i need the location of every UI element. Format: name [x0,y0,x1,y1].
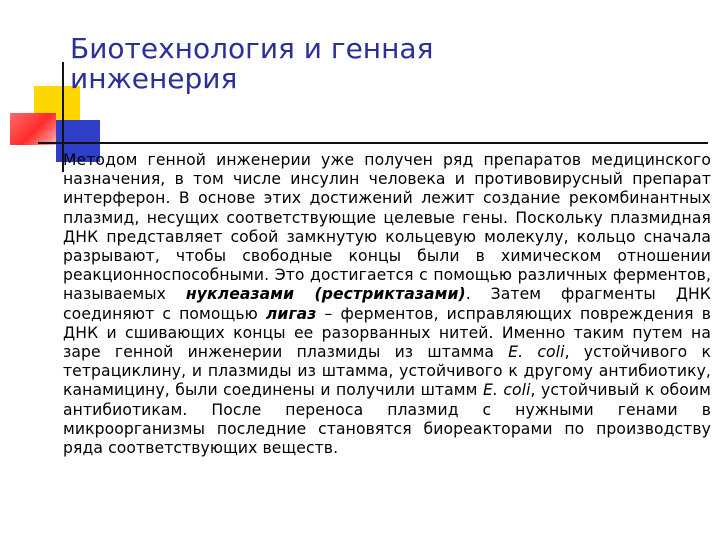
slide-title-line-2: инженерия [70,62,238,95]
body-text-part-3: – ферментов, исправляющих повреждения в ДНК и сшивающих концы ее разорванных нитей. Именно таким путем на заре генной инженерии плазмиды из штамма [63,304,711,362]
decor-horizontal-line [38,142,708,144]
slide-title [70,34,670,94]
decor-red-square [10,113,56,145]
body-paragraph [63,151,711,458]
term-ligases: лигаз [265,304,317,323]
body-text-part-4: , устойчивого к тетрациклину, и плазмиды из штамма, устойчивого к другому антибиотику, канамицину, были соединены и получили штамм [63,343,711,400]
term-nucleases: нуклеазами (рестриктазами) [185,285,466,304]
body-text-part-5: , устойчивый к обоим антибиотикам. После переноса плазмид с нужными генами в микроорганизмы последние становятся биореакторами по производству ряда соответствующих веществ. [63,381,712,458]
term-ecoli-1: E. coli [508,343,565,362]
body-text-part-2: . Затем фрагменты ДНК соединяют с помощью [63,285,711,323]
slide-title-line-1: Биотехнология и генная [70,32,434,65]
term-ecoli-2: E. coli [482,381,531,400]
body-text-part-1: Методом генной инженерии уже получен ряд препаратов медицинского назначения, в том числе инсулин человека и противовирусный препарат интерферон. В основе этих достижений лежит создание рекомбинантных плазмид, несущих соответствующие целевые гены. Поскольку плазмидная ДНК представляет собой замкнутую кольцевую молекулу, кольцо сначала разрывают, чтобы свободные концы были в химическом отношении реакционноспособными. Это достигается с помощью различных ферментов, называемых [63,151,711,304]
